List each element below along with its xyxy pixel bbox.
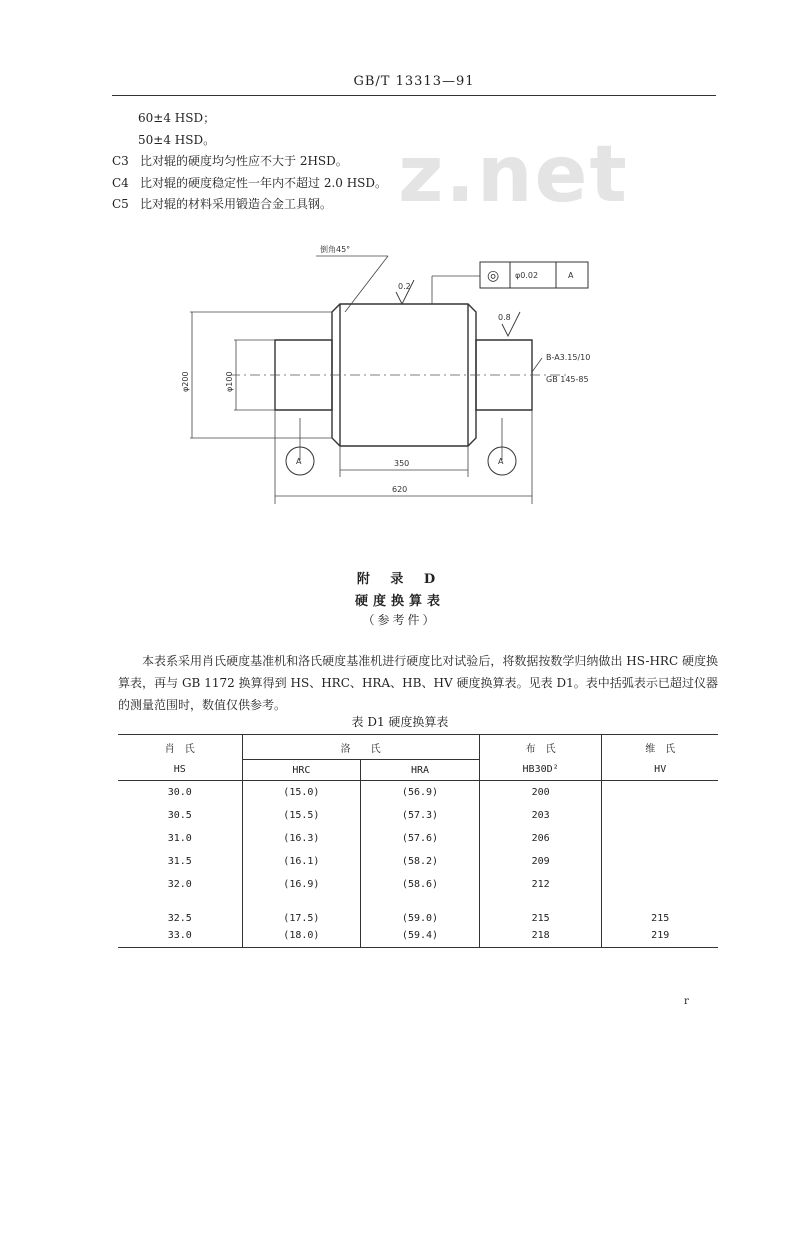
clause-id: C4 xyxy=(112,176,129,190)
cell-hs: 31.5 xyxy=(167,856,192,867)
table-row xyxy=(118,924,718,948)
clause-id: C3 xyxy=(112,154,129,168)
page-header: GB/T 13313—91 xyxy=(353,74,475,89)
cell-hs: 30.0 xyxy=(167,787,192,798)
table-row xyxy=(118,804,718,827)
table-caption: 表 D1 硬度换算表 xyxy=(351,715,449,729)
total-length-label: 620 xyxy=(392,485,408,494)
clause-text: 50±4 HSD。 xyxy=(138,133,216,147)
cell-hs: 30.5 xyxy=(167,810,192,821)
sub-header-hv: HV xyxy=(602,760,718,781)
header-rule xyxy=(112,95,716,96)
cell-hb: 209 xyxy=(479,850,602,873)
surface-finish-right: 0.8 xyxy=(498,313,511,322)
cell-hra: (57.6) xyxy=(361,827,480,850)
clause-text: 60±4 HSD； xyxy=(138,111,216,125)
hardness-conversion-table xyxy=(118,734,718,948)
center-hole-spec: B-A3.15/10 xyxy=(546,353,591,362)
datum-label-right: A xyxy=(498,457,504,466)
intro-paragraph: 本表系采用肖氏硬度基准机和洛氏硬度基准机进行硬度比对试验后，将数据按数学归纳做出 HS-HRC 硬度换算表，再与 GB 1172 换算得到 HS、HRC、HRA、HB、HV 硬度换算表。见表 D1。表中括弧表示已超过仪器的测量范围时，数值仅供参考。 xyxy=(118,654,718,712)
group-header-rockwell: 洛 氏 xyxy=(242,735,479,760)
cell-hrc: (15.0) xyxy=(242,781,361,805)
watermark: z.net xyxy=(398,130,629,220)
cell-hb: 203 xyxy=(479,804,602,827)
body-diameter-label: φ200 xyxy=(181,371,190,392)
center-hole-leader xyxy=(532,358,542,372)
table-row xyxy=(118,850,718,873)
datum-label-left: A xyxy=(296,457,302,466)
table-row xyxy=(118,827,718,850)
cell-hb: 212 xyxy=(479,873,602,896)
cell-hrc: (16.1) xyxy=(242,850,361,873)
cell-hra: (56.9) xyxy=(361,781,480,805)
clause-text: 比对辊的材料采用锻造合金工具钢。 xyxy=(140,197,333,211)
cell-hv xyxy=(602,850,718,873)
table-sub-header-row xyxy=(118,760,718,781)
shaft-diameter-label: φ100 xyxy=(225,371,234,392)
sub-header-hs: HS xyxy=(118,760,242,781)
cell-hra: (58.6) xyxy=(361,873,480,896)
surface-finish-top: 0.2 xyxy=(398,282,411,291)
group-header-shore: 肖 氏 xyxy=(164,743,195,755)
cell-hs: 31.0 xyxy=(167,833,192,844)
tolerance-value: φ0.02 xyxy=(515,271,539,280)
body-length-label: 350 xyxy=(394,459,410,468)
table-row xyxy=(118,896,718,924)
clause-text: 比对辊的硬度均匀性应不大于 2HSD。 xyxy=(140,154,348,168)
clause-line-2 xyxy=(138,132,215,148)
clause-c4 xyxy=(112,175,387,191)
cell-hb: 200 xyxy=(479,781,602,805)
sub-header-hrc: HRC xyxy=(242,760,361,781)
concentricity-icon: ◎ xyxy=(487,268,500,284)
table-row xyxy=(118,873,718,896)
clause-c5 xyxy=(112,196,332,212)
table-group-header-row xyxy=(118,735,718,760)
cell-hb: 215 xyxy=(479,896,602,924)
sub-header-hb: HB30D² xyxy=(479,760,602,781)
cell-hrc: (15.5) xyxy=(242,804,361,827)
cell-hv xyxy=(602,873,718,896)
cell-hrc: (17.5) xyxy=(242,896,361,924)
roll-drawing-svg xyxy=(170,232,650,522)
cell-hra: (59.0) xyxy=(361,896,480,924)
cell-hb: 218 xyxy=(479,924,602,948)
center-hole-standard: GB 145-85 xyxy=(546,375,589,384)
cell-hs: 33.0 xyxy=(167,930,192,941)
cell-hrc: (16.3) xyxy=(242,827,361,850)
appendix-title: 附 录 D xyxy=(356,572,444,587)
tolerance-datum: A xyxy=(568,271,574,280)
appendix-note: （参考件） xyxy=(362,613,438,627)
clause-text: 比对辊的硬度稳定性一年内不超过 2.0 HSD。 xyxy=(140,176,388,190)
cell-hra: (58.2) xyxy=(361,850,480,873)
cell-hb: 206 xyxy=(479,827,602,850)
cell-hrc: (16.9) xyxy=(242,873,361,896)
cell-hv: 219 xyxy=(602,924,718,948)
clause-id: C5 xyxy=(112,197,129,211)
cell-hs: 32.0 xyxy=(167,879,192,890)
page-mark: r xyxy=(684,996,689,1007)
cell-hv xyxy=(602,827,718,850)
cell-hra: (59.4) xyxy=(361,924,480,948)
cell-hra: (57.3) xyxy=(361,804,480,827)
cell-hv xyxy=(602,781,718,805)
left-shaft xyxy=(275,340,332,410)
clause-c3 xyxy=(112,153,348,169)
chamfer-note: 倒角45° xyxy=(320,245,351,254)
cell-hv xyxy=(602,804,718,827)
cell-hrc: (18.0) xyxy=(242,924,361,948)
group-header-brinell: 布 氏 xyxy=(479,735,602,760)
sub-header-hra: HRA xyxy=(361,760,480,781)
roll-drawing xyxy=(170,232,650,522)
clause-line-1 xyxy=(138,110,215,126)
cell-hs: 32.5 xyxy=(167,913,192,924)
group-header-vickers: 维 氏 xyxy=(602,735,718,760)
cell-hv: 215 xyxy=(602,896,718,924)
table-row xyxy=(118,781,718,805)
appendix-subtitle: 硬度换算表 xyxy=(354,594,445,609)
